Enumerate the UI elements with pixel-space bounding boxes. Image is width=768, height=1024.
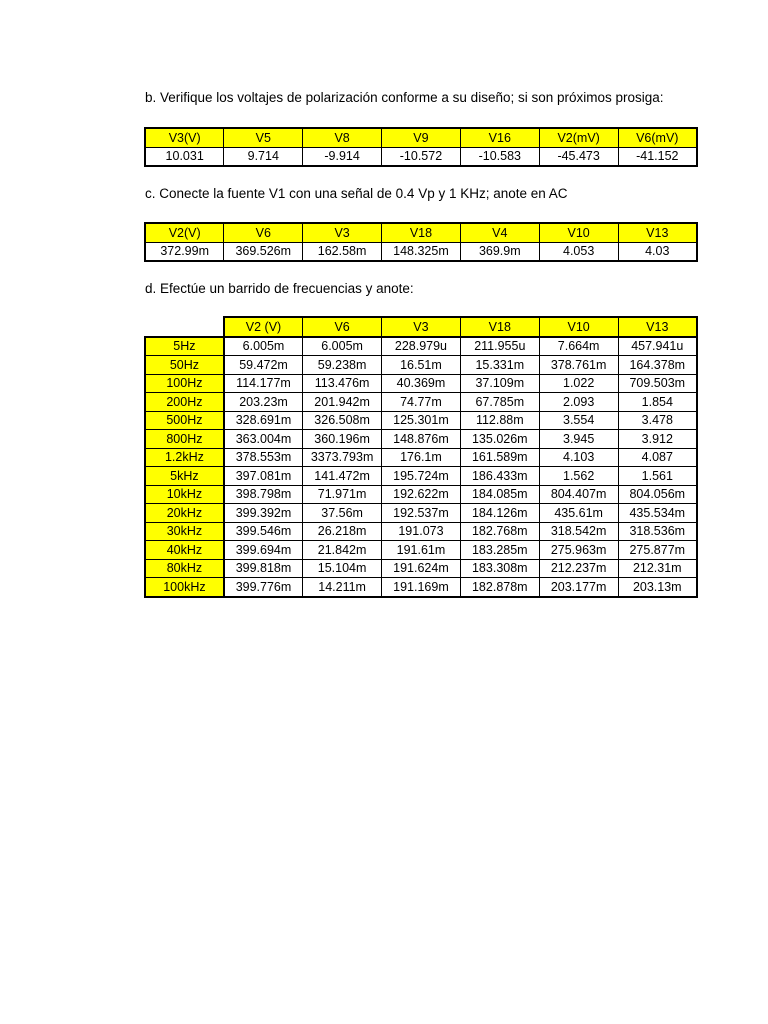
- column-header: V3(V): [145, 128, 224, 147]
- table-row: [145, 242, 697, 261]
- table-cell: 67.785m: [460, 393, 539, 412]
- table-cell: 372.99m: [145, 242, 224, 261]
- table-cell: 326.508m: [303, 411, 382, 430]
- table-cell: 59.238m: [303, 356, 382, 375]
- column-header: V5: [224, 128, 303, 147]
- table-row: [145, 541, 697, 560]
- frequency-label: 100kHz: [145, 578, 224, 597]
- frequency-label: 800Hz: [145, 430, 224, 449]
- table-cell: 162.58m: [303, 242, 382, 261]
- table-cell: 318.542m: [539, 522, 618, 541]
- frequency-label: 1.2kHz: [145, 448, 224, 467]
- frequency-sweep-table: [144, 316, 698, 598]
- table-cell: 211.955u: [460, 337, 539, 356]
- table-cell: 16.51m: [382, 356, 461, 375]
- table-cell: 399.776m: [224, 578, 303, 597]
- table-cell: 186.433m: [460, 467, 539, 486]
- table-cell: 4.087: [618, 448, 697, 467]
- table-cell: 203.13m: [618, 578, 697, 597]
- table-cell: 125.301m: [382, 411, 461, 430]
- table-cell: 457.941u: [618, 337, 697, 356]
- frequency-label: 200Hz: [145, 393, 224, 412]
- table-cell: 14.211m: [303, 578, 382, 597]
- table-cell: 192.537m: [382, 504, 461, 523]
- table-cell: 3.478: [618, 411, 697, 430]
- frequency-label: 80kHz: [145, 559, 224, 578]
- table-row: [145, 504, 697, 523]
- table-cell: 141.472m: [303, 467, 382, 486]
- table-cell: 195.724m: [382, 467, 461, 486]
- table-cell: 37.56m: [303, 504, 382, 523]
- column-header: V18: [460, 317, 539, 337]
- table-cell: 1.561: [618, 467, 697, 486]
- table-cell: 228.979u: [382, 337, 461, 356]
- table-cell: 15.331m: [460, 356, 539, 375]
- table-cell: 182.768m: [460, 522, 539, 541]
- table-cell: 3.554: [539, 411, 618, 430]
- table-cell: 26.218m: [303, 522, 382, 541]
- table-cell: 113.476m: [303, 374, 382, 393]
- table-cell: 397.081m: [224, 467, 303, 486]
- table-cell: 212.31m: [618, 559, 697, 578]
- table-cell: 3.912: [618, 430, 697, 449]
- table-cell: -45.473: [539, 147, 618, 166]
- column-header: V3: [303, 223, 382, 242]
- column-header: V8: [303, 128, 382, 147]
- table-cell: 1.562: [539, 467, 618, 486]
- table-cell: 161.589m: [460, 448, 539, 467]
- column-header: V2(mV): [539, 128, 618, 147]
- table-cell: 363.004m: [224, 430, 303, 449]
- table-cell: 1.854: [618, 393, 697, 412]
- table-header-row: [145, 317, 697, 337]
- column-header: V10: [539, 317, 618, 337]
- table-cell: 40.369m: [382, 374, 461, 393]
- table-cell: 71.971m: [303, 485, 382, 504]
- table-cell: -41.152: [618, 147, 697, 166]
- table-cell: 212.237m: [539, 559, 618, 578]
- table-cell: 112.88m: [460, 411, 539, 430]
- column-header: V9: [382, 128, 461, 147]
- frequency-label: 50Hz: [145, 356, 224, 375]
- column-header: V6: [303, 317, 382, 337]
- table-cell: -10.583: [460, 147, 539, 166]
- frequency-label: 5Hz: [145, 337, 224, 356]
- table-row: [145, 485, 697, 504]
- ac-voltages-table: [144, 222, 698, 262]
- table-cell: 399.694m: [224, 541, 303, 560]
- frequency-label: 20kHz: [145, 504, 224, 523]
- table-header-row: [145, 128, 697, 147]
- table-cell: 804.407m: [539, 485, 618, 504]
- table-cell: 369.9m: [460, 242, 539, 261]
- table-row: [145, 430, 697, 449]
- table-cell: 4.103: [539, 448, 618, 467]
- table-row: [145, 522, 697, 541]
- table-cell: 37.109m: [460, 374, 539, 393]
- table-cell: 135.026m: [460, 430, 539, 449]
- table-cell: -10.572: [382, 147, 461, 166]
- table-cell: 4.03: [618, 242, 697, 261]
- table-cell: 275.877m: [618, 541, 697, 560]
- frequency-label: 40kHz: [145, 541, 224, 560]
- table-row: [145, 448, 697, 467]
- table-cell: 1.022: [539, 374, 618, 393]
- column-header: V6: [224, 223, 303, 242]
- table-cell: 3.945: [539, 430, 618, 449]
- column-header: V6(mV): [618, 128, 697, 147]
- table-row: [145, 559, 697, 578]
- table-row: [145, 411, 697, 430]
- table-row: [145, 467, 697, 486]
- table-cell: 709.503m: [618, 374, 697, 393]
- table-cell: 378.553m: [224, 448, 303, 467]
- table-cell: 6.005m: [224, 337, 303, 356]
- table-row: [145, 356, 697, 375]
- table-header-row: [145, 223, 697, 242]
- table-cell: 203.177m: [539, 578, 618, 597]
- table-cell: 201.942m: [303, 393, 382, 412]
- frequency-label: 500Hz: [145, 411, 224, 430]
- table-cell: 164.378m: [618, 356, 697, 375]
- column-header: V2 (V): [224, 317, 303, 337]
- table-row: [145, 337, 697, 356]
- table-cell: 15.104m: [303, 559, 382, 578]
- table-cell: 203.23m: [224, 393, 303, 412]
- column-header: V2(V): [145, 223, 224, 242]
- table-cell: 21.842m: [303, 541, 382, 560]
- table-cell: 148.325m: [382, 242, 461, 261]
- column-header: V3: [382, 317, 461, 337]
- table-cell: 275.963m: [539, 541, 618, 560]
- table-cell: 378.761m: [539, 356, 618, 375]
- table-cell: 184.126m: [460, 504, 539, 523]
- table-cell: -9.914: [303, 147, 382, 166]
- blank-corner-cell: [145, 317, 224, 337]
- table-cell: 7.664m: [539, 337, 618, 356]
- table-cell: 3373.793m: [303, 448, 382, 467]
- table-row: [145, 147, 697, 166]
- table-cell: 360.196m: [303, 430, 382, 449]
- column-header: V4: [460, 223, 539, 242]
- table-cell: 804.056m: [618, 485, 697, 504]
- table-cell: 182.878m: [460, 578, 539, 597]
- table-cell: 328.691m: [224, 411, 303, 430]
- table-cell: 176.1m: [382, 448, 461, 467]
- table-cell: 318.536m: [618, 522, 697, 541]
- table-cell: 192.622m: [382, 485, 461, 504]
- table-cell: 114.177m: [224, 374, 303, 393]
- table-cell: 74.77m: [382, 393, 461, 412]
- column-header: V13: [618, 223, 697, 242]
- column-header: V13: [618, 317, 697, 337]
- table-cell: 184.085m: [460, 485, 539, 504]
- table-cell: 10.031: [145, 147, 224, 166]
- table-cell: 191.073: [382, 522, 461, 541]
- table-cell: 399.818m: [224, 559, 303, 578]
- table-cell: 9.714: [224, 147, 303, 166]
- table-row: [145, 578, 697, 597]
- table-cell: 191.169m: [382, 578, 461, 597]
- table-cell: 183.308m: [460, 559, 539, 578]
- table-cell: 191.624m: [382, 559, 461, 578]
- table-cell: 398.798m: [224, 485, 303, 504]
- table-cell: 148.876m: [382, 430, 461, 449]
- table-cell: 4.053: [539, 242, 618, 261]
- table-cell: 435.61m: [539, 504, 618, 523]
- frequency-label: 5kHz: [145, 467, 224, 486]
- table-cell: 183.285m: [460, 541, 539, 560]
- column-header: V10: [539, 223, 618, 242]
- frequency-label: 30kHz: [145, 522, 224, 541]
- table-cell: 435.534m: [618, 504, 697, 523]
- column-header: V16: [460, 128, 539, 147]
- table-cell: 59.472m: [224, 356, 303, 375]
- section-c-heading: c. Conecte la fuente V1 con una señal de 0.4 Vp y 1 KHz; anote en AC: [145, 186, 568, 201]
- bias-voltages-table: [144, 127, 698, 167]
- table-cell: 399.392m: [224, 504, 303, 523]
- column-header: V18: [382, 223, 461, 242]
- table-cell: 369.526m: [224, 242, 303, 261]
- table-cell: 2.093: [539, 393, 618, 412]
- section-b-heading: b. Verifique los voltajes de polarización conforme a su diseño; si son próximos prosiga:: [145, 90, 664, 105]
- table-row: [145, 374, 697, 393]
- section-d-heading: d. Efectúe un barrido de frecuencias y anote:: [145, 281, 414, 296]
- frequency-label: 100Hz: [145, 374, 224, 393]
- table-row: [145, 393, 697, 412]
- table-cell: 6.005m: [303, 337, 382, 356]
- table-cell: 399.546m: [224, 522, 303, 541]
- frequency-label: 10kHz: [145, 485, 224, 504]
- table-cell: 191.61m: [382, 541, 461, 560]
